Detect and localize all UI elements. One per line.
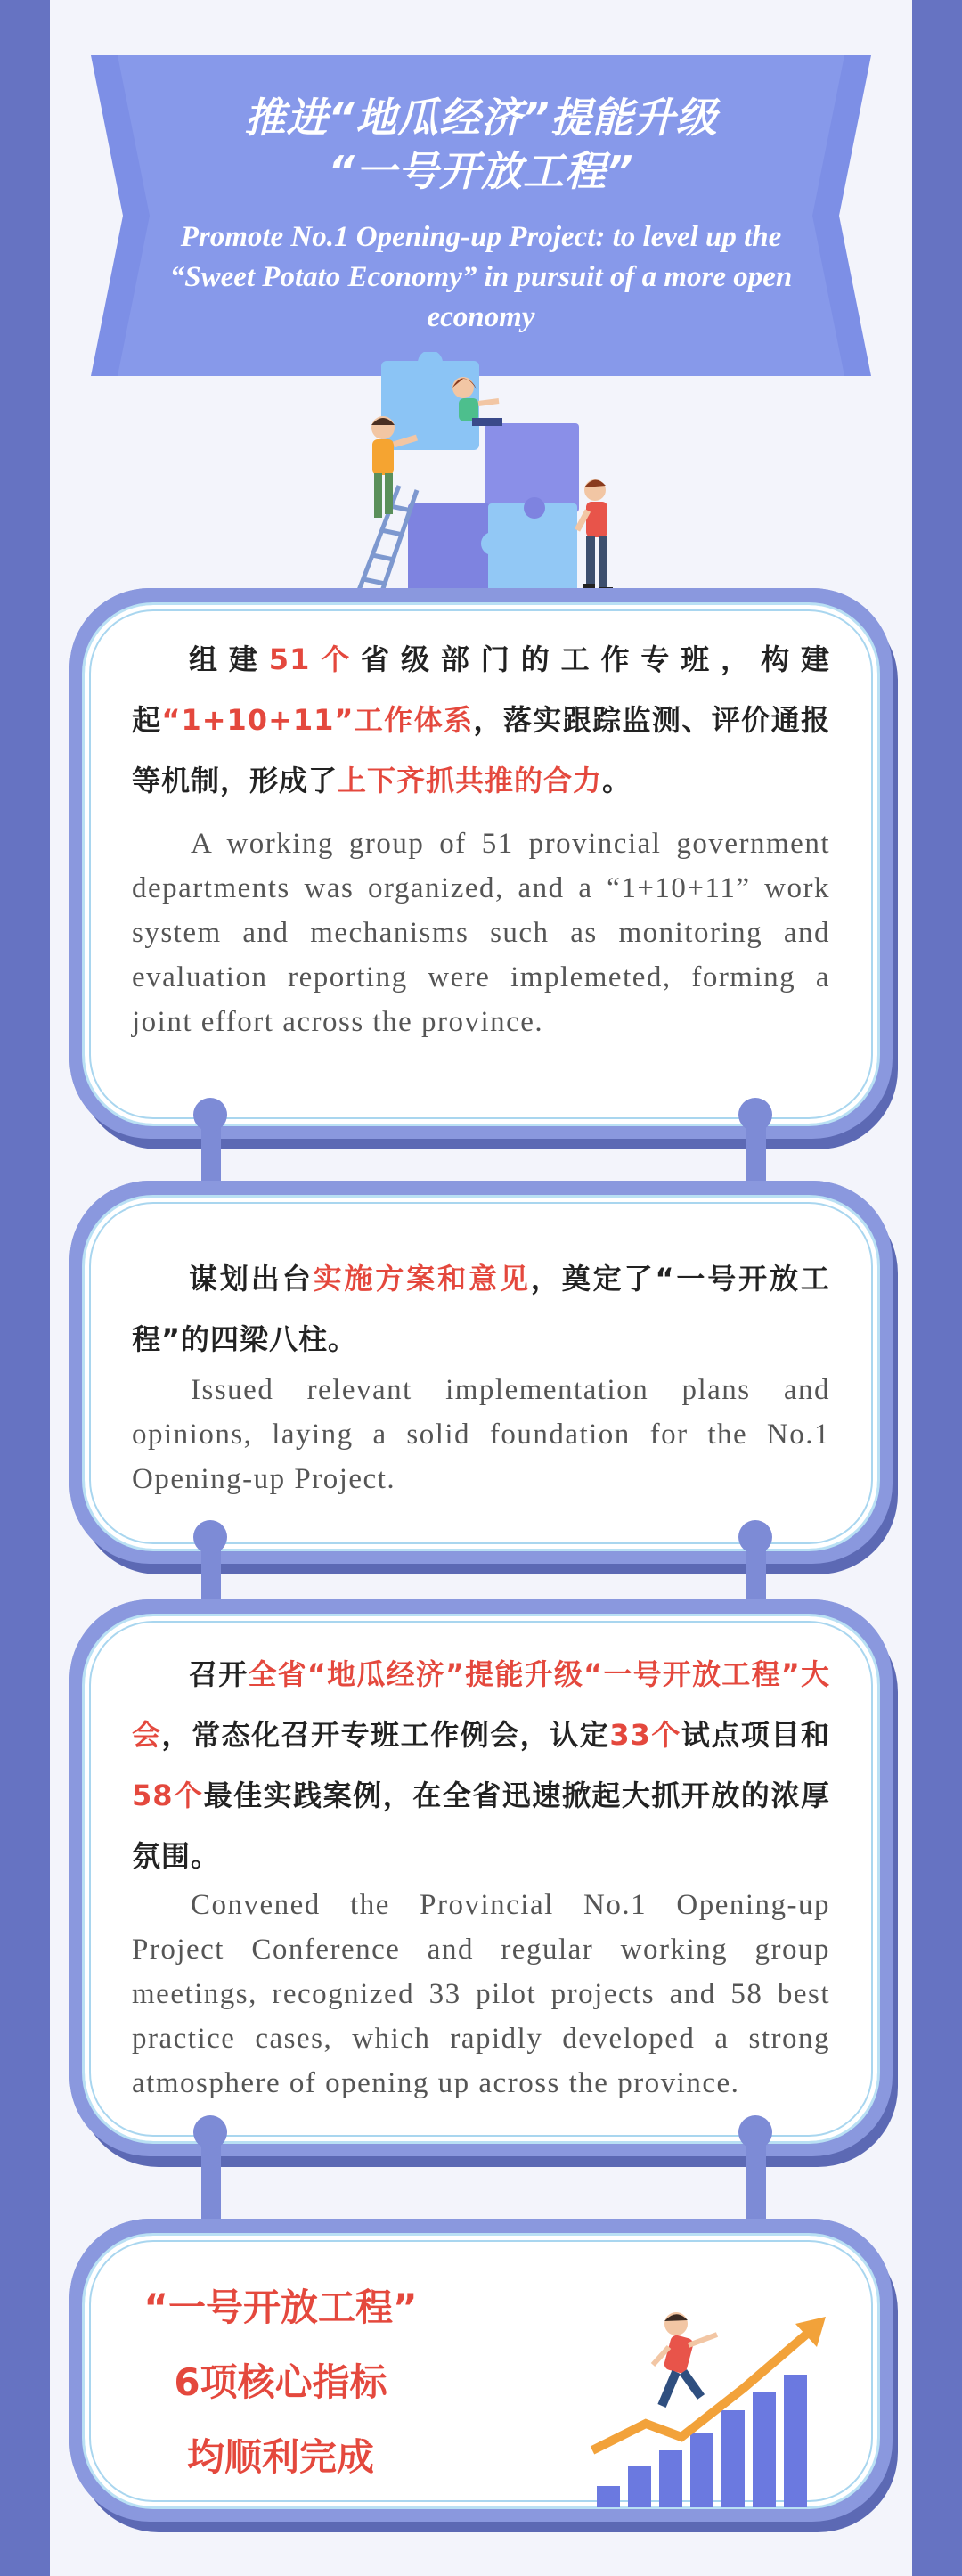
right-border [912,0,962,2576]
final-line-3: 均顺利完成 [186,2435,374,2479]
header-banner [91,55,871,376]
highlight-51: 51个 [268,642,362,676]
growth-chart-illustration [583,2308,842,2513]
highlight-58: 58个 [132,1779,204,1812]
final-line-2: 6项核心指标 [174,2360,387,2404]
highlight-work-system: “1+10+11”工作体系 [161,703,474,737]
section-1-chinese-text: 组建51个省级部门的工作专班，构建起“1+10+11”工作体系，落实跟踪监测、评价通报等机制，形成了上下齐抓共推的合力。 [132,642,830,797]
section-card-3 [69,1599,893,2156]
page-title [91,91,871,198]
connector-dot [193,1098,227,1132]
final-line-1: “一号开放工程” [143,2286,418,2329]
puzzle-piece-blue [408,503,490,593]
highlight-33: 33个 [609,1718,681,1752]
connector-dot [193,2115,227,2149]
person-pushing-icon [577,479,613,593]
final-summary [134,2270,428,2495]
highlight-joint-effort: 上下齐抓共推的合力 [338,764,603,797]
page-subtitle-english: Promote No.1 Opening-up Project: to level up the “Sweet Potato Economy” in pursuit of a more open economy [169,221,793,333]
highlight-conference: 全省“地瓜经济”提能升级“一号开放工程”大会 [132,1657,830,1752]
section-3-chinese-text: 召开全省“地瓜经济”提能升级“一号开放工程”大会，常态化召开专班工作例会，认定33个试点项目和58个最佳实践案例，在全省迅速掀起大抓开放的浓厚氛围。 [132,1657,830,1873]
title-line-1: 推进“地瓜经济”提能升级 [244,94,718,142]
title-line-2: “一号开放工程” [328,147,634,195]
section-2-chinese-text: 谋划出台实施方案和意见，奠定了“一号开放工程”的四梁八柱。 [132,1262,830,1356]
section-3-english-text: Convened the Provincial No.1 Opening-up Project Conference and regular working group meetings, recognized 33 pilot projects and 58 best practice cases, which rapidly developed a strong atmosphere of opening up across the province. [132,1889,830,2099]
left-border [0,0,50,2576]
section-2-english-text: Issued relevant implementation plans and opinions, laying a solid foundation for the No.1 Opening-up Project. [132,1374,830,1495]
highlight-implementation-plans: 实施方案和意见 [313,1262,531,1296]
connector-dot [738,1520,772,1554]
connector-dot [738,2115,772,2149]
puzzle-teamwork-illustration [330,352,632,606]
section-card-2 [69,1181,893,1564]
section-1-english-text: A working group of 51 provincial government departments was organized, and a “1+10+11” work system and mechanisms such as monitoring and evaluation reporting were implemeted, forming a joint effort across the province. [132,828,830,1038]
section-card-1 [69,588,893,1139]
connector-dot [738,1098,772,1132]
running-person-icon [653,2312,717,2406]
connector-dot [193,1520,227,1554]
